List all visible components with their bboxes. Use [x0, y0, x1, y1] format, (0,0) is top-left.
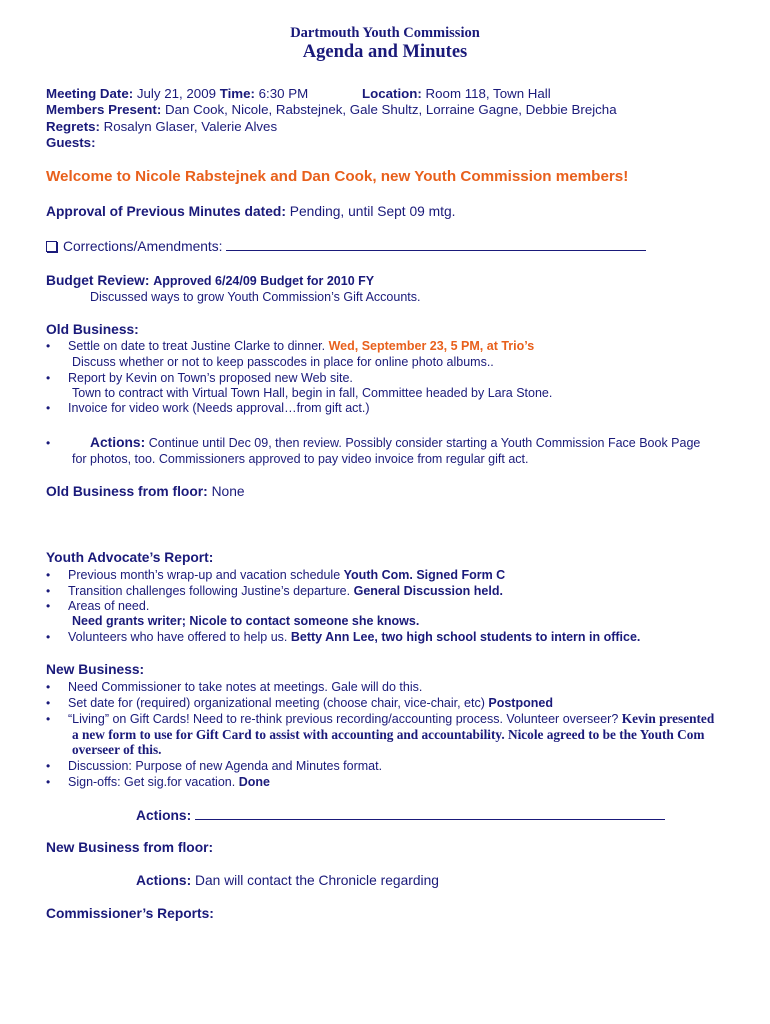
bullet-icon — [46, 758, 56, 774]
old-business-floor — [46, 484, 245, 500]
new-business-item-3-cont-1: a new form to use for Gift Card to assist with accounting and accountability. Nicole agreed to be the Youth Com — [72, 727, 705, 742]
actions-blank-line — [195, 807, 665, 820]
youth-advocate-item-4 — [68, 629, 640, 645]
old-business-item-1-cont: Discuss whether or not to keep passcodes in place for online photo albums.. — [72, 355, 494, 369]
meeting-time-value: 6:30 PM — [258, 86, 309, 101]
bullet-icon — [46, 370, 56, 386]
approval-line — [46, 204, 455, 220]
meeting-date-value: July 21, 2009 — [136, 86, 216, 101]
new-business-item-5 — [68, 774, 270, 790]
youth-advocate-item-2 — [68, 583, 503, 599]
item-bold: Postponed — [488, 696, 553, 710]
actions-label: Actions: — [136, 873, 192, 888]
item-text: Volunteers who have offered to help us. — [68, 630, 288, 644]
youth-advocate-item-3-cont: Need grants writer; Nicole to contact someone she knows. — [72, 614, 420, 628]
regrets-label: Regrets: — [46, 119, 100, 134]
members-present-label: Members Present: — [46, 102, 162, 117]
actions-text: Continue until Dec 09, then review. Possibly consider starting a Youth Commission Face Book Page — [148, 436, 701, 450]
new-business-item-2 — [68, 695, 553, 711]
old-business-item-1 — [68, 338, 534, 354]
new-business-item-3 — [68, 711, 714, 727]
regrets-value: Rosalyn Glaser, Valerie Alves — [103, 119, 278, 134]
welcome-message: Welcome to Nicole Rabstejnek and Dan Cook, new Youth Commission members! — [46, 168, 629, 185]
bullet-icon — [46, 435, 56, 451]
item-text: Sign-offs: Get sig.for vacation. — [68, 775, 236, 789]
bullet-icon — [46, 711, 56, 727]
location-value: Room 118, Town Hall — [425, 86, 551, 101]
members-present-value: Dan Cook, Nicole, Rabstejnek, Gale Shultz, Lorraine Gagne, Debbie Brejcha — [165, 102, 617, 117]
approval-value: Pending, until Sept 09 mtg. — [289, 204, 456, 219]
budget-line — [46, 273, 374, 289]
new-business-item-4: Discussion: Purpose of new Agenda and Minutes format. — [68, 759, 383, 773]
actions-label: Actions: — [136, 808, 192, 823]
old-business-item-2: Report by Kevin on Town’s proposed new Web site. — [68, 371, 353, 385]
bullet-icon — [46, 598, 56, 614]
corrections-blank-line — [226, 238, 646, 251]
bullet-icon — [46, 338, 56, 354]
old-floor-label: Old Business from floor: — [46, 484, 208, 499]
guests — [46, 135, 96, 151]
meeting-location — [362, 86, 551, 102]
meeting-time-label: Time: — [219, 86, 255, 101]
new-floor-actions — [136, 873, 439, 889]
item-text: Previous month’s wrap-up and vacation schedule — [68, 568, 341, 582]
bullet-icon — [46, 774, 56, 790]
item-bold: Kevin presented — [621, 711, 715, 726]
commissioners-reports-heading: Commissioner’s Reports: — [46, 906, 214, 921]
meeting-date-label: Meeting Date: — [46, 86, 134, 101]
bullet-icon — [46, 583, 56, 599]
bullet-icon — [46, 567, 56, 583]
item-text: Transition challenges following Justine’s departure. — [68, 584, 351, 598]
checkbox-icon[interactable] — [46, 241, 57, 252]
meeting-date-line — [46, 86, 308, 102]
old-floor-value: None — [211, 484, 245, 499]
item-text: Set date for (required) organizational meeting (choose chair, vice-chair, etc) — [68, 696, 485, 710]
guests-label: Guests: — [46, 135, 96, 150]
bullet-icon — [46, 679, 56, 695]
item-bold: General Discussion held. — [353, 584, 503, 598]
item-bold: Youth Com. Signed Form C — [343, 568, 506, 582]
bullet-icon — [46, 695, 56, 711]
budget-label: Budget Review: — [46, 273, 150, 288]
youth-advocate-item-1 — [68, 567, 505, 583]
item-bold: Done — [238, 775, 270, 789]
old-business-actions — [90, 435, 700, 451]
youth-advocate-item-3: Areas of need. — [68, 599, 150, 613]
members-present — [46, 102, 617, 118]
org-name: Dartmouth Youth Commission — [290, 25, 480, 41]
new-business-item-3-cont-2: overseer of this. — [72, 742, 162, 757]
budget-note: Discussed ways to grow Youth Commission’s Gift Accounts. — [90, 290, 421, 304]
item-bold: Betty Ann Lee, two high school students to intern in office. — [290, 630, 641, 644]
old-business-heading: Old Business: — [46, 322, 139, 337]
bullet-icon — [46, 400, 56, 416]
item-text: “Living” on Gift Cards! Need to re-think previous recording/accounting process. Volunteer overseer? — [68, 712, 619, 726]
approval-label: Approval of Previous Minutes dated: — [46, 204, 286, 219]
new-business-actions — [136, 807, 665, 824]
new-business-item-1: Need Commissioner to take notes at meetings. Gale will do this. — [68, 680, 423, 694]
item-text: Settle on date to treat Justine Clarke to dinner. — [68, 339, 326, 353]
bullet-icon — [46, 629, 56, 645]
youth-advocate-heading: Youth Advocate’s Report: — [46, 550, 214, 565]
page-title: Agenda and Minutes — [302, 42, 468, 62]
dinner-date: Wed, September 23, 5 PM, at Trio’s — [328, 339, 535, 353]
actions-value: Dan will contact the Chronicle regarding — [195, 873, 439, 888]
old-business-actions-cont: for photos, too. Commissioners approved to pay video invoice from regular gift act. — [72, 452, 529, 466]
new-business-floor-heading: New Business from floor: — [46, 840, 214, 855]
corrections-label: Corrections/Amendments: — [63, 239, 223, 254]
budget-value: Approved 6/24/09 Budget for 2010 FY — [153, 274, 375, 288]
old-business-item-3: Invoice for video work (Needs approval…from gift act.) — [68, 401, 370, 415]
location-label: Location: — [362, 86, 422, 101]
actions-label: Actions: — [90, 435, 146, 450]
regrets — [46, 119, 277, 135]
corrections-line — [46, 238, 646, 255]
old-business-item-2-cont: Town to contract with Virtual Town Hall, begin in fall, Committee headed by Lara Stone. — [72, 386, 553, 400]
new-business-heading: New Business: — [46, 662, 145, 677]
